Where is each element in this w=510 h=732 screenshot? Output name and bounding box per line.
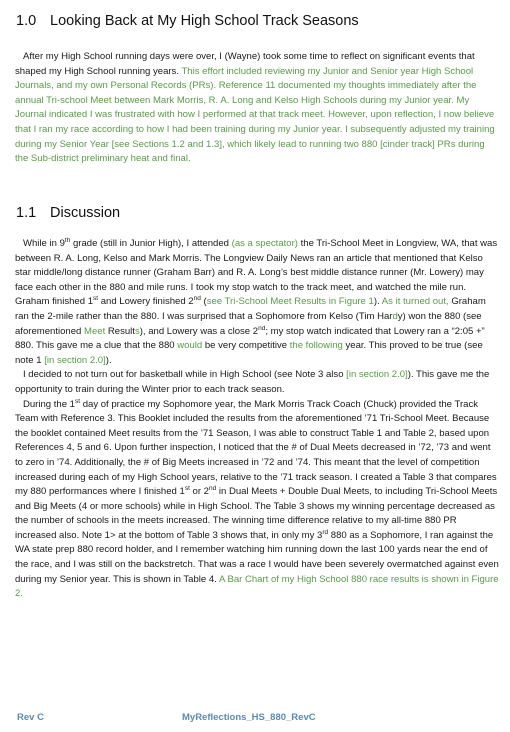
text-run: day of practice my Sophomore year, the Mark Morris Track Coach (Chuck) provided the Track Team with Reference 3. This Booklet included the results from the aforementioned ’71 Tri-School Meet. Because the booklet contained Meet results from the ’71 Season, I was able to construct Table 1 and Table 2, based upon References 4, 5 and 6. Upon further inspection, I noticed that the # of Dual Meets decreased in ’72, ’73 and went to zero in ’74. Additionally, the # of Big Meets increased in ’72 and ’74. This meant that the level of competition increased during each of my High School years, relative to the ’71 track season. I created a Table 3 that compares my 880 performances where I finished 1	[15, 398, 497, 498]
intro-text: After my High School running days were over, I (Wayne) took some time to reflect on significant events that shaped my High School running years.	[15, 51, 475, 77]
text-run: (	[200, 296, 207, 308]
footer-filename: MyReflections_HS_880_RevC	[182, 712, 316, 723]
highlight-run: the following	[289, 340, 343, 352]
text-run: During the 1	[22, 398, 75, 410]
section-title: Looking Back at My High School Track Seasons	[50, 13, 359, 29]
discussion-body	[15, 237, 499, 602]
text-run: ), and Lowery was a close 2	[139, 325, 259, 337]
text-run: ).	[373, 296, 382, 308]
discussion-paragraph-3	[15, 398, 499, 602]
superscript: st	[184, 484, 190, 492]
highlight-run: Meet	[84, 325, 106, 337]
intro-highlight-text: This effort included reviewing my Junior and Senior year High School Journals, and my own Personal Records (PRs). Reference 11 documented my thoughts immediately after the annual Tri-school Meet between Mark Morris, R. A. Long and Kelso High Schools during my Junior year. My Journal indicated I was frustrated with how I performed at that track meet. However, upon reflection, I now believe that I ran my race according to how I had been training during my Junior year. I subsequently adjusted my training during my Senior Year [see Sections 1.2 and 1.3], which likely lead to running two 880 [cinder track] PRs during the Sub-district preliminary heat and final.	[15, 65, 495, 165]
footer-revision: Rev C	[17, 712, 44, 723]
superscript: rd	[322, 528, 329, 536]
superscript: th	[64, 236, 71, 244]
highlight-run: [in section 2.0]	[346, 369, 408, 381]
text-run: be very competitive	[202, 340, 290, 352]
text-run: grade (still in Junior High), I attended	[70, 238, 232, 249]
highlight-run: d	[392, 310, 398, 322]
highlight-run: [in section 2.0]	[44, 354, 106, 366]
highlight-run: s	[134, 325, 140, 337]
text-run: ; my stop watch indicated that Lowery ran a “2:05 +” 880. This gave me a clue that the 880	[15, 325, 485, 352]
text-run: Graham ran the 2-mile rather than the 880. I was surprised that a Sophomore from Kelso (Tim Har	[15, 296, 486, 322]
text-run: Result	[105, 325, 135, 337]
text-run: I decided to not turn out for basketball while in High School (see Note 3 also	[22, 369, 347, 381]
highlight-run: would	[177, 340, 203, 352]
text-run: y) won the 880 (see aforementioned	[15, 310, 482, 337]
text-run: the Tri-School Meet in Longview, WA, that was between R. A. Long, Kelso and Mark Morris. The Longview Daily News ran an article that mentioned that Kelso star middle/long distance runner (Graham Barr) and R. A. Long’s best middle distance runner (Mr. Lowery) may face each other in the 880 and mile runs. I took my stop watch to the track meet, and watched the mile run. Graham finished 1	[15, 238, 498, 308]
superscript: nd	[193, 295, 201, 303]
section-heading-1-0	[16, 13, 359, 29]
section-number: 1.1	[16, 205, 37, 221]
text-run: ). This gave me the opportunity to train during the Winter prior to each track season.	[15, 369, 490, 395]
superscript: nd	[208, 484, 217, 492]
section-heading-1-1	[16, 205, 120, 221]
highlight-run: As it turned out,	[381, 296, 449, 308]
text-run: 880 as a Sophomore, I ran against the WA state prep 880 record holder, and I remember watching him running down the last 100 yards near the end of the race, and I was still on the backstretch. That was a race I would have been severely overmatched against even during my Senior year. This is shown in Table 4.	[15, 529, 499, 585]
text-run: ).	[105, 354, 112, 366]
superscript: nd	[258, 324, 266, 332]
intro-paragraph	[15, 50, 499, 167]
discussion-paragraph-2	[15, 368, 499, 397]
superscript: st	[74, 397, 81, 405]
text-run: or 2	[189, 486, 209, 498]
section-title: Discussion	[50, 205, 121, 221]
discussion-paragraph-1	[15, 237, 499, 368]
section-number: 1.0	[16, 13, 37, 29]
text-run: While in 9	[22, 238, 65, 249]
text-run: in Dual Meets + Double Dual Meets, to including Tri-School Meets and Big Meets (4 or more schools) while in High School. The Table 3 shows my winning percentage decreased as the number of schools in the meets increased. The winning time difference relative to my all-time 880 PR increased also. Note 1> at the bottom of Table 3 shows that, in only my 3	[15, 486, 498, 541]
text-run: and Lowery finished 2	[98, 296, 194, 308]
highlight-run: A Bar Chart of my High School 880 race results is shown in Figure 2.	[15, 573, 499, 600]
text-run: year. This proved to be true (see note 1	[15, 340, 483, 366]
superscript: st	[93, 295, 99, 303]
highlight-run: see Tri-School Meet Results in Figure 1	[206, 296, 374, 308]
highlight-run: (as a spectator)	[231, 238, 298, 249]
